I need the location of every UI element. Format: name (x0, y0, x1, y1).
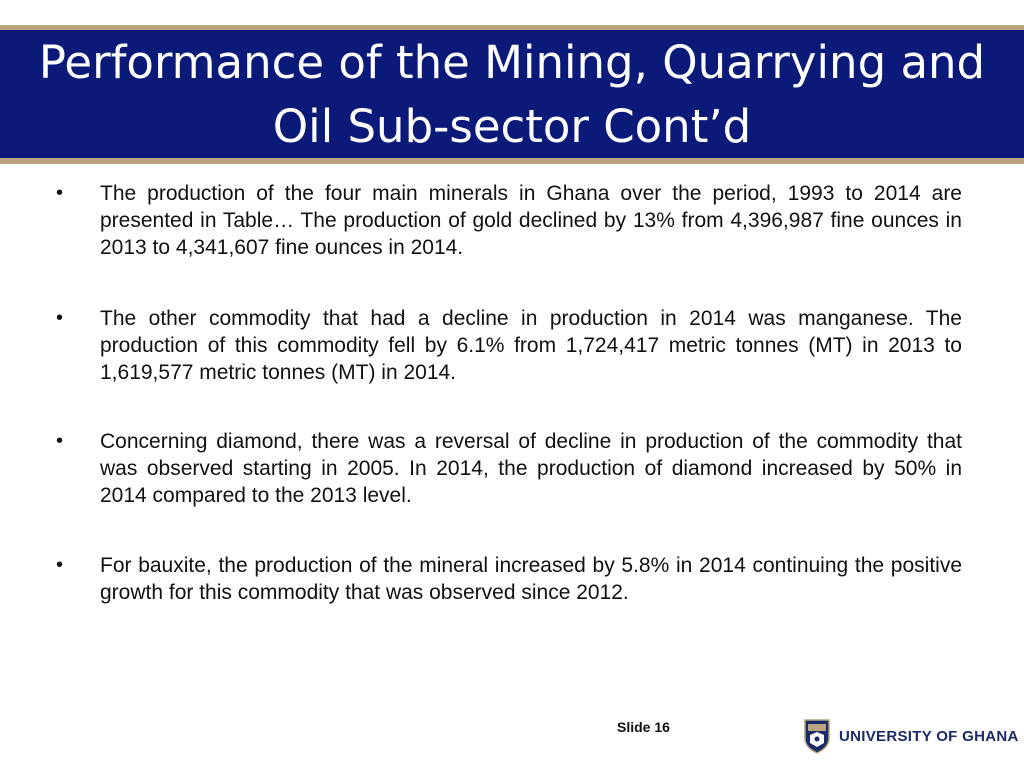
title-bottom-rule (0, 158, 1024, 164)
university-logo (803, 716, 1019, 756)
bullet-text-bauxite: For bauxite, the production of the mineral increased by 5.8% in 2014 continuing the positive growth for this commodity that was observed since 2012. (100, 554, 962, 604)
bullet-text-manganese: The other commodity that had a decline in production in 2014 was manganese. The production of this commodity fell by 6.1% from 1,724,417 metric tonnes (MT) in 2013 to 1,619,577 metric tonnes (MT) in 2014. (100, 307, 962, 384)
slide-title: Performance of the Mining, Quarrying and Oil Sub-sector Cont’d (38, 36, 986, 153)
bullet-marker: • (56, 307, 64, 329)
bullet-marker: • (56, 182, 64, 204)
title-band (0, 30, 1024, 158)
bullet-marker: • (56, 554, 64, 576)
slide-number: Slide 16 (617, 719, 670, 735)
bullet-marker: • (56, 430, 64, 452)
bullet-text-diamond: Concerning diamond, there was a reversal of decline in production of the commodity that was observed starting in 2005. In 2014, the production of diamond increased by 50% in 2014 compared to the 2013 level. (100, 430, 962, 507)
bullet-text-gold: The production of the four main minerals in Ghana over the period, 1993 to 2014 are presented in Table… The production of gold declined by 13% from 4,396,987 fine ounces in 2013 to 4,341,607 fine ounces in 2014. (100, 182, 962, 259)
university-crest-icon (803, 718, 831, 754)
university-name: UNIVERSITY OF GHANA (839, 727, 1019, 745)
